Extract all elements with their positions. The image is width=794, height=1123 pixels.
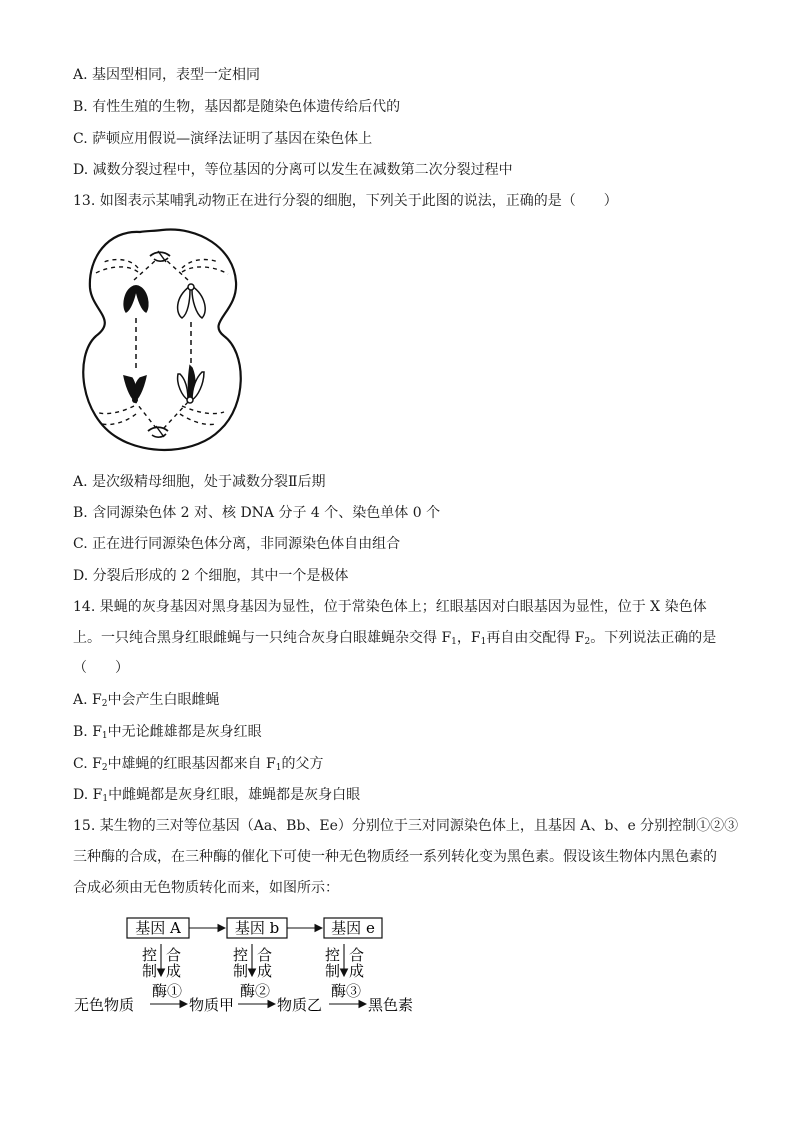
svg-text:合: 合 [349, 946, 365, 964]
substance-melanin: 黑色素 [368, 996, 414, 1014]
melanin-pathway-diagram [72, 912, 432, 1022]
spindle-fibers-top [94, 260, 228, 280]
spindle-fibers-bottom [96, 400, 224, 428]
q14-stem-line3: （ ） [73, 660, 129, 676]
enzyme-3-label: 酶③ [331, 982, 362, 1000]
q12-option-a: A. 基因型相同，表型一定相同 [73, 67, 261, 83]
chromosome-dark-top [124, 285, 148, 312]
q15-stem-line2: 三种酶的合成，在三种酶的催化下可使一种无色物质经一系列转化变为黑色素。假设该生物体内黑色素的 [73, 849, 717, 865]
enzyme-1-label: 酶① [152, 982, 183, 1000]
svg-text:控: 控 [142, 946, 158, 964]
chromosome-light-top [178, 284, 206, 318]
centrosome-top [150, 251, 170, 262]
q13-stem: 13. 如图表示某哺乳动物正在进行分裂的细胞，下列关于此图的说法，正确的是（ ） [73, 193, 618, 209]
gene-e-label: 基因 e [331, 919, 375, 937]
q14-stem-line2: 上。一只纯合黑身红眼雌蝇与一只纯合灰身白眼雄蝇杂交得 $F_1$，$F_1$再自由交配得 $F_2$。下列说法正确的是 [73, 630, 717, 647]
q12-option-d: D. 减数分裂过程中，等位基因的分离可以发生在减数第二次分裂过程中 [73, 162, 513, 178]
cell-division-figure [78, 216, 244, 456]
q15-stem-line3: 合成必须由无色物质转化而来，如图所示： [73, 880, 339, 896]
svg-text:成: 成 [257, 962, 273, 980]
q12-option-b: B. 有性生殖的生物，基因都是随染色体遗传给后代的 [73, 99, 401, 115]
control-synth-a [142, 944, 181, 980]
q14-option-a: A. $F_2$中会产生白眼雌蝇 [73, 692, 220, 709]
q14-stem-line1: 14. 果蝇的灰身基因对黑身基因为显性，位于常染色体上；红眼基因对白眼基因为显性，位于 X 染色体 [73, 599, 707, 615]
cell-membrane [83, 230, 240, 450]
chromosome-dark-bottom [124, 376, 146, 403]
control-synth-b [233, 944, 272, 980]
gene-b-label: 基因 b [234, 919, 280, 937]
q13-option-c: C. 正在进行同源染色体分离，非同源染色体自由组合 [73, 536, 401, 552]
svg-text:合: 合 [257, 946, 273, 964]
svg-text:制: 制 [142, 962, 158, 980]
q14-option-d: D. $F_1$中雌蝇都是灰身红眼，雄蝇都是灰身白眼 [73, 787, 361, 804]
svg-text:制: 制 [325, 962, 341, 980]
gene-a-label: 基因 A [135, 919, 181, 937]
q13-option-b: B. 含同源染色体 2 对、核 DNA 分子 4 个、染色单体 0 个 [73, 505, 441, 521]
svg-text:成: 成 [166, 962, 182, 980]
q15-stem-line1: 15. 某生物的三对等位基因（Aa、Bb、Ee）分别位于三对同源染色体上，且基因 A、b、e 分别控制①②③ [73, 818, 739, 834]
substance-a: 物质甲 [189, 996, 235, 1014]
svg-text:制: 制 [233, 962, 249, 980]
q13-option-d: D. 分裂后形成的 2 个细胞，其中一个是极体 [73, 568, 349, 584]
svg-text:控: 控 [325, 946, 341, 964]
svg-text:成: 成 [349, 962, 365, 980]
enzyme-2-label: 酶② [240, 982, 271, 1000]
svg-text:控: 控 [233, 946, 249, 964]
control-synth-e [325, 944, 364, 980]
chromosome-light-bottom [178, 366, 204, 403]
q14-option-c: C. $F_2$中雄蝇的红眼基因都来自 $F_1$的父方 [73, 756, 324, 773]
substance-b: 物质乙 [277, 996, 323, 1014]
q12-option-c: C. 萨顿应用假说—演绎法证明了基因在染色体上 [73, 131, 373, 147]
q14-option-b: B. $F_1$中无论雌雄都是灰身红眼 [73, 724, 262, 741]
q13-option-a: A. 是次级精母细胞，处于减数分裂Ⅱ后期 [73, 474, 326, 490]
svg-text:合: 合 [166, 946, 182, 964]
substance-colorless: 无色物质 [74, 996, 135, 1014]
